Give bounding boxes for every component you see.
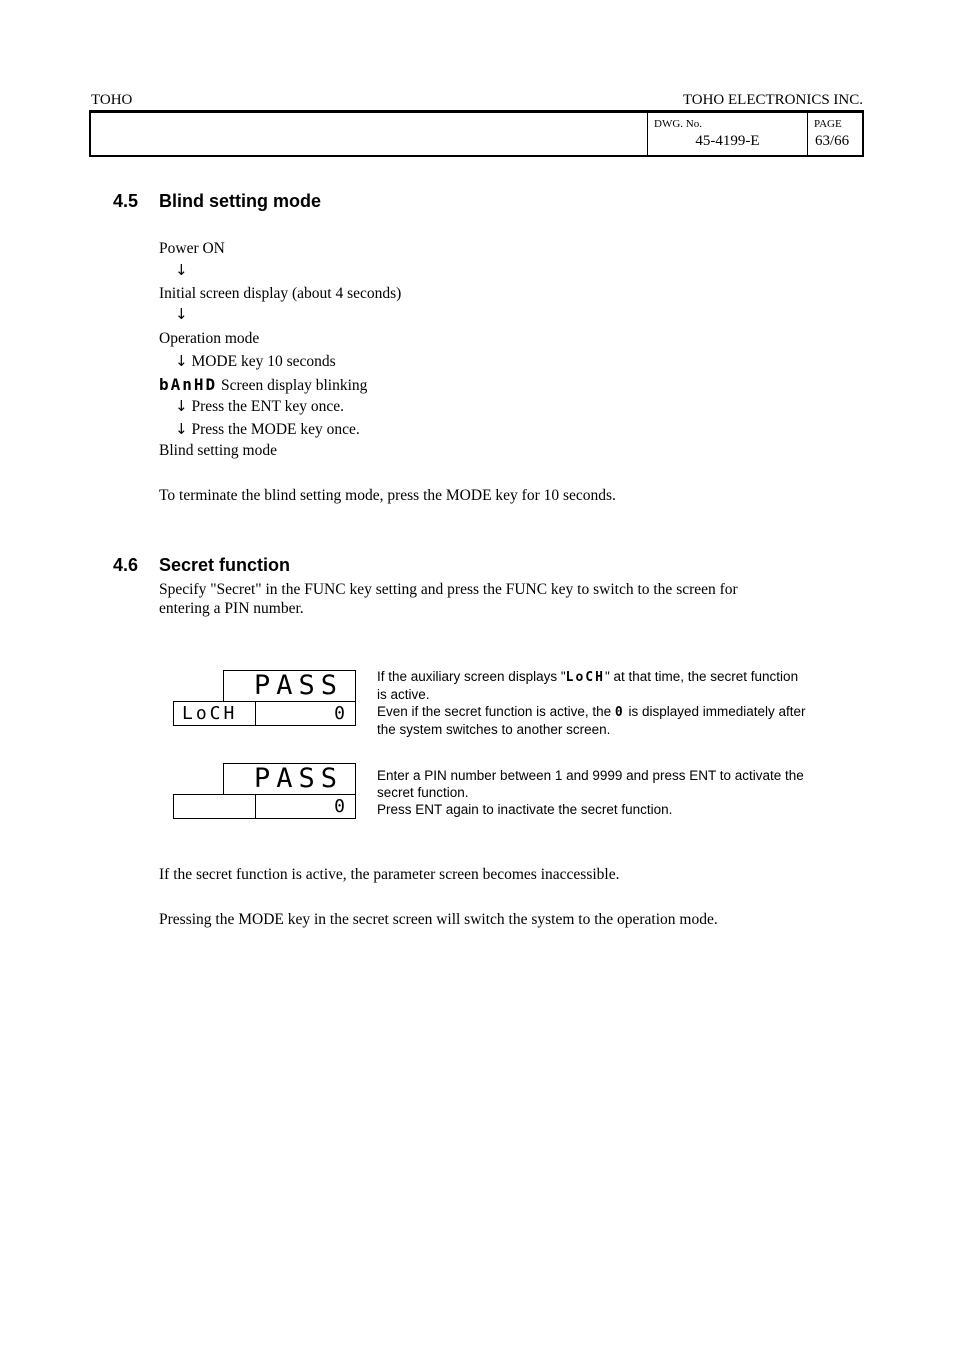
note-line: secret function. bbox=[377, 785, 469, 800]
paragraph-mode-key: Pressing the MODE key in the secret screen will switch the system to the operation mode. bbox=[159, 911, 718, 928]
display-main-window bbox=[223, 763, 356, 795]
note-secret-active bbox=[377, 668, 847, 738]
down-arrow-icon: ↓ bbox=[175, 261, 188, 279]
note-line bbox=[377, 668, 847, 686]
flow-step-blind-mode: Blind setting mode bbox=[159, 442, 277, 459]
display-sub-left-text: LoCH bbox=[182, 703, 238, 724]
segment-zero: 0 bbox=[614, 705, 625, 720]
page-value: 63/66 bbox=[815, 133, 850, 149]
header-company-short: TOHO bbox=[91, 92, 133, 108]
intro-line-2: entering a PIN number. bbox=[159, 600, 304, 617]
section-title: Secret function bbox=[159, 555, 291, 575]
note-line: is active. bbox=[377, 687, 430, 702]
down-arrow-icon: ↓ bbox=[175, 352, 188, 370]
segment-code: LoCH bbox=[565, 670, 605, 685]
display-sub-right-text: 0 bbox=[334, 796, 345, 817]
flow-arrow-label: Press the MODE key once. bbox=[191, 421, 360, 438]
paragraph-inaccessible: If the secret function is active, the parameter screen becomes inaccessible. bbox=[159, 866, 620, 883]
note-line: Enter a PIN number between 1 and 9999 and press ENT to activate the bbox=[377, 768, 804, 783]
flow-step-operation-mode: Operation mode bbox=[159, 330, 260, 347]
note-pin-entry bbox=[377, 767, 847, 818]
flow-arrow-ent bbox=[175, 397, 344, 416]
display-sub-right-text: 0 bbox=[334, 703, 345, 724]
segment-display-code: bAnHD bbox=[159, 375, 218, 394]
flow-step-label: Screen display blinking bbox=[221, 377, 368, 394]
note-line bbox=[377, 703, 847, 721]
note-line: Press ENT again to inactivate the secret function. bbox=[377, 802, 673, 817]
header-company-full: TOHO ELECTRONICS INC. bbox=[682, 92, 863, 108]
note-text: Even if the secret function is active, the bbox=[377, 704, 615, 719]
flow-arrow-label: Press the ENT key once. bbox=[191, 398, 344, 415]
section-4-5-heading bbox=[0, 191, 954, 215]
flow-step-power-on: Power ON bbox=[159, 240, 225, 257]
down-arrow-icon: ↓ bbox=[175, 420, 188, 438]
section-title: Blind setting mode bbox=[159, 191, 321, 211]
display-sub-left bbox=[173, 701, 256, 726]
display-main-text: PASS bbox=[253, 670, 343, 701]
flow-arrow-mode bbox=[175, 420, 360, 439]
drawing-number-label: DWG. No. bbox=[654, 118, 702, 130]
flow-step-blinking bbox=[159, 375, 367, 395]
note-text: is displayed immediately after bbox=[624, 704, 806, 719]
section-number: 4.5 bbox=[113, 191, 139, 211]
section-number: 4.6 bbox=[113, 555, 139, 575]
display-sub-left bbox=[173, 794, 256, 819]
display-main-text: PASS bbox=[253, 763, 343, 794]
down-arrow-icon: ↓ bbox=[175, 397, 188, 415]
drawing-number-cell bbox=[647, 113, 807, 155]
flow-arrow-label: MODE key 10 seconds bbox=[191, 353, 336, 370]
note-text: If the auxiliary screen displays " bbox=[377, 669, 566, 684]
intro-line-1: Specify "Secret" in the FUNC key setting and press the FUNC key to switch to the screen for bbox=[159, 581, 738, 598]
note-text: " at that time, the secret function bbox=[604, 669, 799, 684]
note-line: the system switches to another screen. bbox=[377, 722, 611, 737]
flow-step-initial-screen: Initial screen display (about 4 seconds) bbox=[159, 285, 402, 302]
display-sub-right bbox=[255, 701, 356, 726]
flow-arrow-mode-key bbox=[175, 352, 336, 371]
display-sub-right bbox=[255, 794, 356, 819]
drawing-number-value: 45-4199-E bbox=[695, 133, 760, 149]
terminate-paragraph: To terminate the blind setting mode, press the MODE key for 10 seconds. bbox=[159, 487, 616, 504]
section-4-6-heading bbox=[0, 555, 954, 579]
page-cell bbox=[807, 113, 862, 155]
down-arrow-icon: ↓ bbox=[175, 305, 188, 323]
display-main-window bbox=[223, 670, 356, 702]
title-block bbox=[89, 110, 864, 157]
page-label: PAGE bbox=[814, 118, 842, 130]
